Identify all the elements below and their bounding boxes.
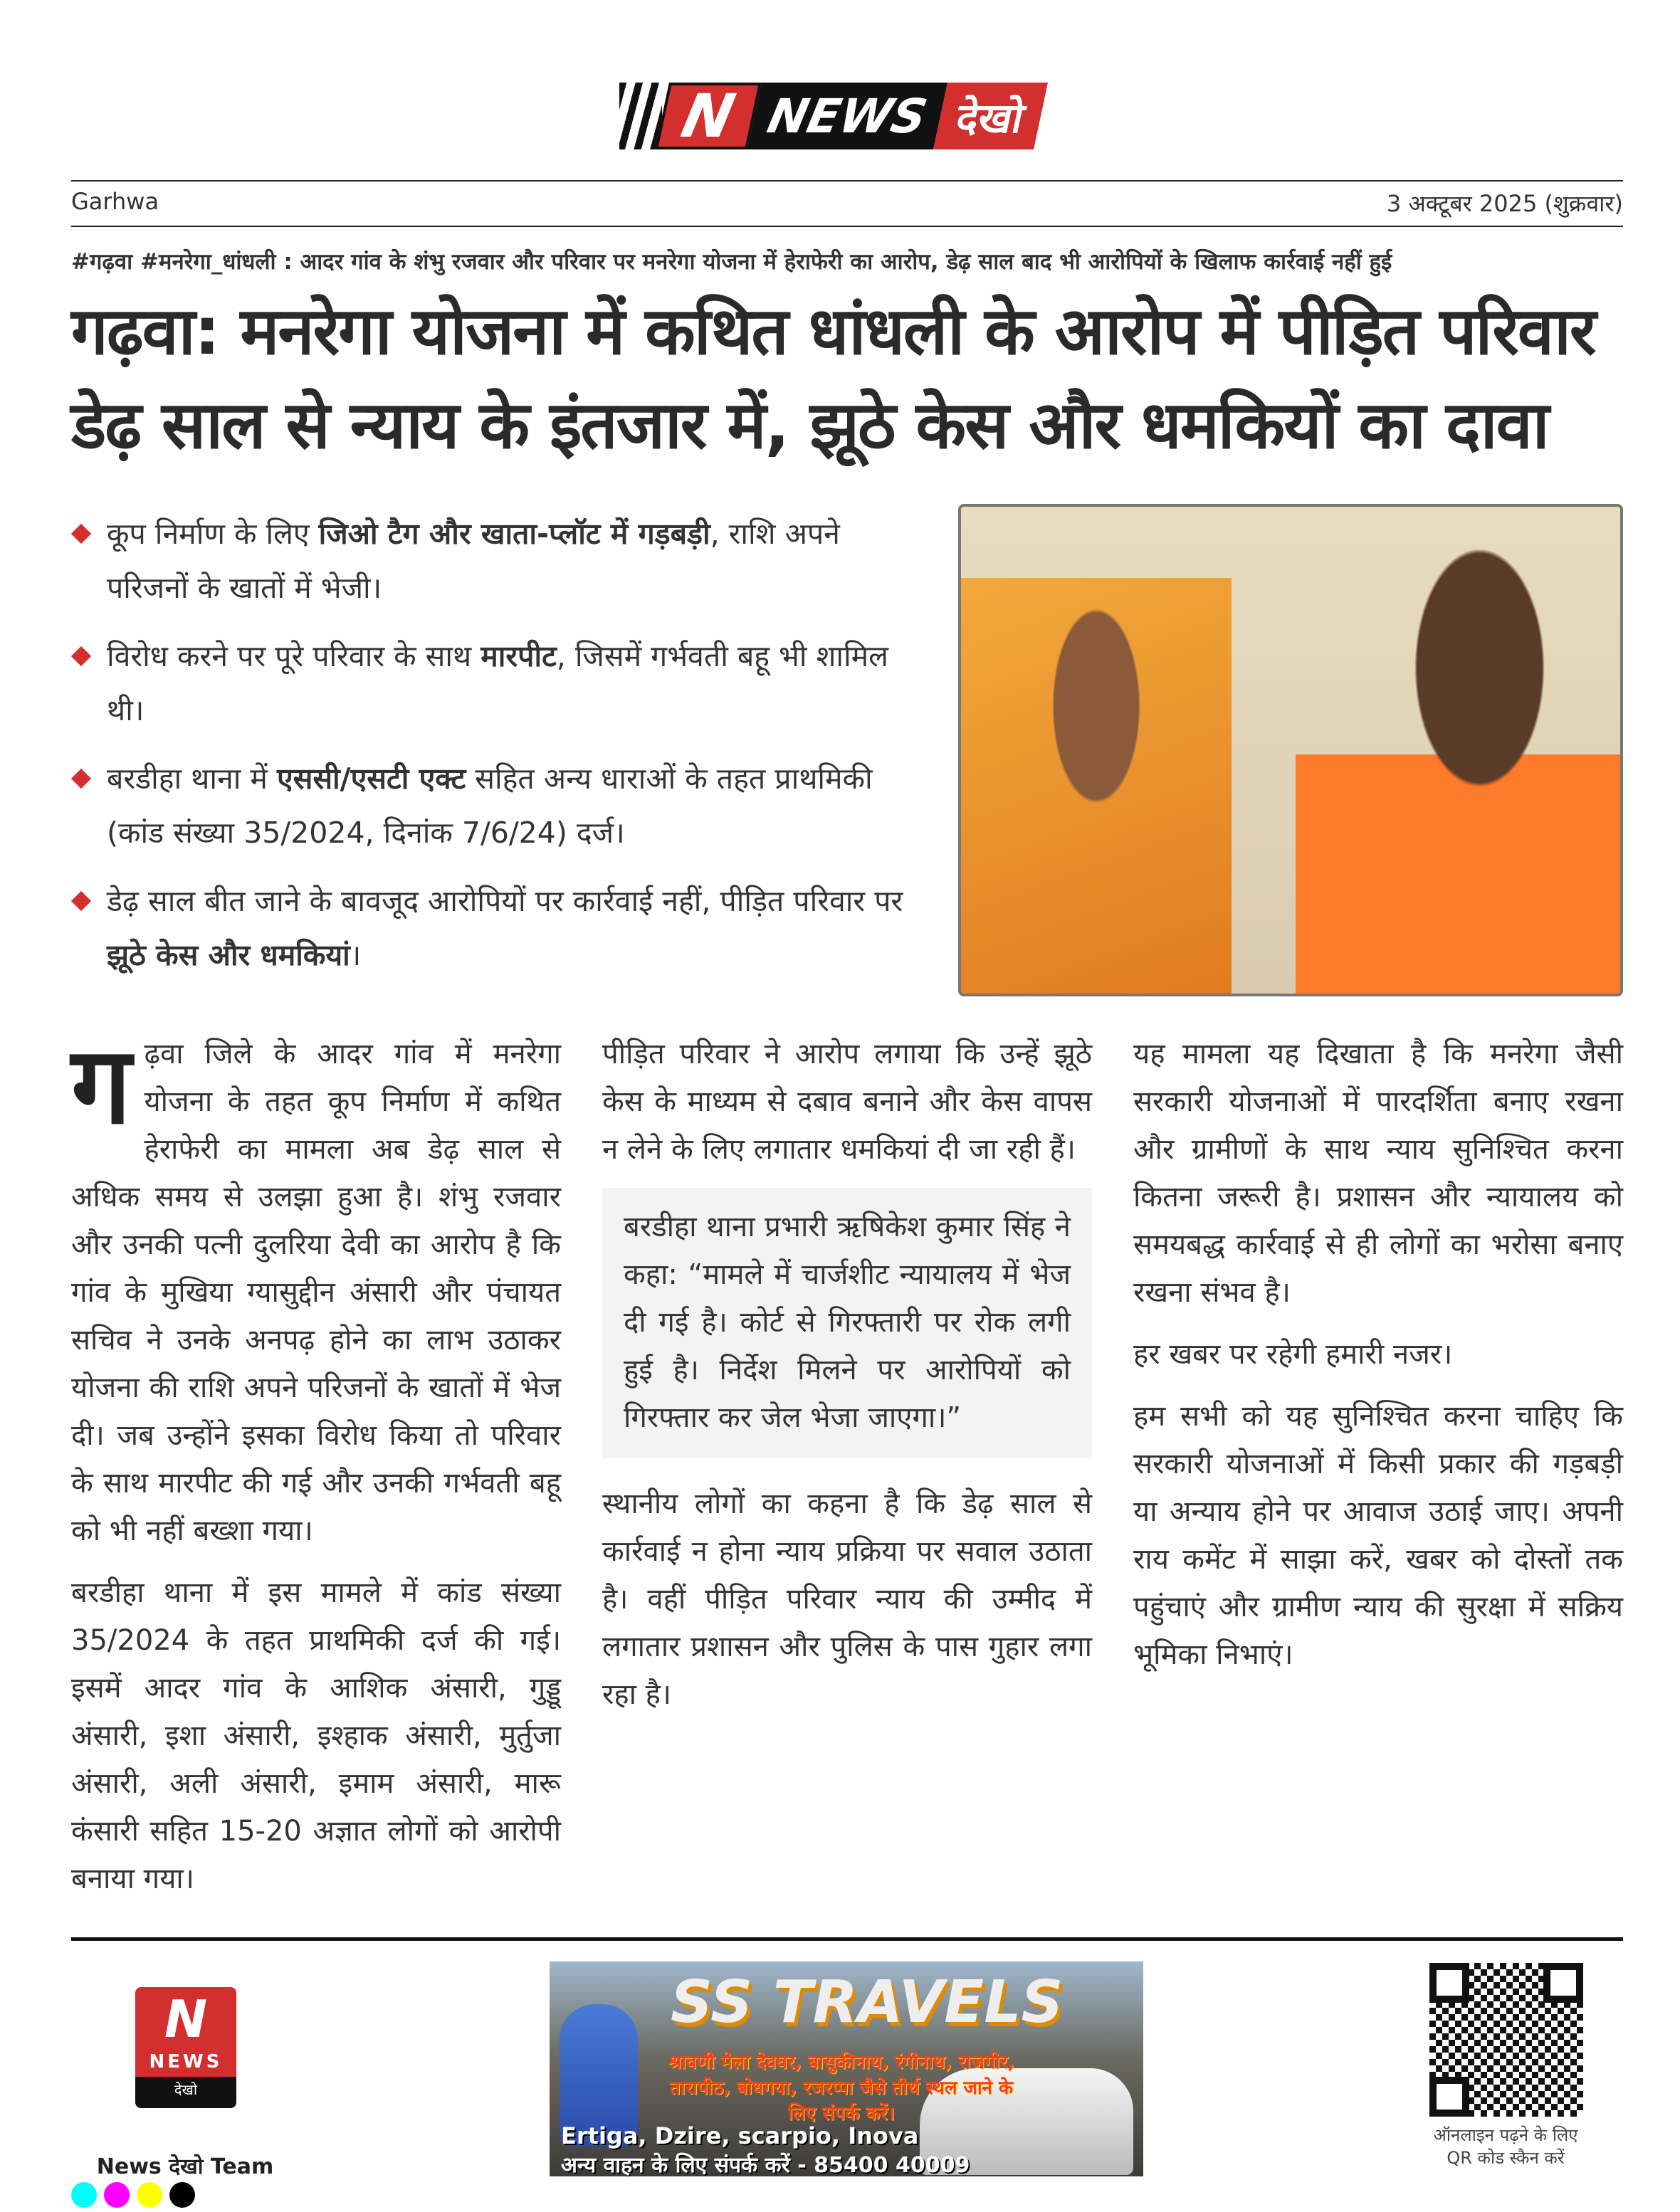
- qr-finder: [1543, 1963, 1583, 2003]
- paragraph: पीड़ित परिवार ने आरोप लगाया कि उन्हें झूठे केस के माध्यम से दबाव बनाने और केस वापस न लेने के लिए लगातार धमकियां दी जा रही हैं।: [602, 1038, 1092, 1166]
- cmyk-registration-marks: [71, 2182, 195, 2208]
- paragraph: हम सभी को यह सुनिश्चित करना चाहिए कि सरकारी योजनाओं में किसी प्रकार की गड़बड़ी या अन्याय होने पर आवाज उठाई जाए। अपनी राय कमेंट में साझा करें, खबर को दोस्तों तक पहुंचाएं और ग्रामीण न्याय की सुरक्षा में सक्रिय भूमिका निभाएं।: [1133, 1400, 1623, 1671]
- logo-dekho: देखो: [933, 83, 1048, 149]
- paragraph: बरडीहा थाना में इस मामले में कांड संख्या 35/2024 के तहत प्राथमिकी दर्ज की गई। इसमें आदर गांव के आशिक अंसारी, गुड्डू अंसारी, इशा अंसारी, इश्हाक अंसारी, मुर्तुजा अंसारी, अली अंसारी, इमाम अंसारी, मारू कंसारी सहित 15-20 अज्ञात लोगों को आरोपी बनाया गया।: [71, 1576, 561, 1895]
- highlight-item: [71, 507, 925, 615]
- qr-finder: [1429, 2077, 1469, 2117]
- diamond-bullet-icon: [71, 891, 91, 911]
- qr-caption-line-1: ऑनलाइन पढ़ने के लिए: [1433, 2125, 1578, 2145]
- text: , राशि अपने परिजनों के खातों में भेजी।: [107, 517, 840, 605]
- photo-man: [1296, 549, 1623, 996]
- ad-title: SS TRAVELS: [671, 1969, 1064, 2036]
- news-photo: [958, 504, 1623, 996]
- qr-code[interactable]: [1422, 1956, 1590, 2124]
- headline-line-1: गढ़वा: मनरेगा योजना में कथित धांधली के आरोप में पीड़ित परिवार: [71, 293, 1595, 369]
- logo-n: N: [655, 83, 762, 149]
- ss-travels-advertisement[interactable]: [550, 1961, 1143, 2176]
- diamond-bullet-icon: [71, 646, 91, 666]
- logo-dekho: देखो: [174, 2081, 198, 2098]
- bold-text: झूठे केस और धमकियां: [107, 938, 350, 972]
- paragraph: यह मामला यह दिखाता है कि मनरेगा जैसी सरकारी योजनाओं में पारदर्शिता बनाए रखना और ग्रामीणों के साथ न्याय सुनिश्चित करना कितना जरूरी है। प्रशासन और न्यायालय को समयबद्ध कार्रवाई से ही लोगों का भरोसा बनाए रखना संभव है।: [1133, 1038, 1623, 1309]
- text: विरोध करने पर पूरे परिवार के साथ: [107, 639, 481, 673]
- date: 3 अक्टूबर 2025 (शुक्रवार): [1386, 190, 1623, 217]
- kicker: #गढ़वा #मनरेगा_धांधली : आदर गांव के शंभु रजवार और परिवार पर मनरेगा योजना में हेराफेरी का आरोप, डेढ़ साल बाद भी आरोपियों के खिलाफ कार्रवाई नहीं हुई: [71, 249, 1392, 275]
- column-3: [1133, 1031, 1623, 1917]
- logo-stripes: [619, 83, 662, 149]
- pull-quote: [602, 1188, 1092, 1458]
- bold-text: एससी/एसटी एक्ट: [276, 762, 466, 796]
- location: Garhwa: [71, 188, 159, 215]
- bold-text: जिओ टैग और खाता-प्लॉट में गड़बड़ी: [318, 517, 710, 551]
- paragraph: [71, 1024, 561, 1555]
- cyan-dot: [71, 2182, 97, 2208]
- highlight-item: [71, 874, 925, 982]
- column-2: [602, 1031, 1092, 1917]
- bold-text: मारपीट: [481, 639, 557, 673]
- text: ।: [350, 938, 362, 972]
- headline-line-2: डेढ़ साल से न्याय के इंतजार में, झूठे केस और धमकियों का दावा: [71, 387, 1548, 463]
- drop-cap: ग: [71, 1024, 132, 1148]
- diamond-bullet-icon: [71, 769, 91, 789]
- logo-news: NEWS: [747, 83, 947, 149]
- footer-logo: [135, 1987, 236, 2108]
- logo-news: NEWS: [149, 2051, 223, 2073]
- text: कूप निर्माण के लिए: [107, 517, 319, 551]
- text: , जिसमें गर्भवती बहू भी शामिल थी।: [107, 639, 888, 727]
- text: सहित अन्य धाराओं के तहत प्राथमिकी (कांड संख्या 35/2024, दिनांक 7/6/24) दर्ज।: [107, 762, 873, 850]
- logo-n-swoosh: N: [164, 1989, 208, 2049]
- dateline: [71, 188, 1623, 218]
- qr-caption: [1395, 2124, 1616, 2169]
- ad-contact: अन्य वाहन के लिए संपर्क करें - 85400 40009: [561, 2153, 970, 2176]
- highlight-item: [71, 752, 925, 860]
- headline: [71, 285, 1637, 473]
- article-body: [71, 1024, 1623, 1917]
- highlights-list: [71, 507, 925, 996]
- news-dekho-logo: [619, 83, 1041, 149]
- photo-woman: [961, 578, 1232, 996]
- team-credit: News देखो Team: [96, 2154, 274, 2179]
- magenta-dot: [104, 2182, 130, 2208]
- column-1: [71, 1024, 561, 1917]
- meta-rule: [71, 226, 1623, 227]
- highlight-item: [71, 629, 925, 737]
- footer-rule: [71, 1937, 1623, 1941]
- diamond-bullet-icon: [71, 524, 91, 544]
- ad-destinations: श्रावणी मेला देवघर, बासुकीनाथ, रंगीनाथ, राजगीर, तारापीठ, बोधगया, रजरप्पा जैसे तीर्थ स्थल जाने के लिए संपर्क करें।: [668, 2052, 1015, 2124]
- text: डेढ़ साल बीत जाने के बावजूद आरोपियों पर कार्रवाई नहीं, पीड़ित परिवार पर: [107, 884, 903, 918]
- qr-caption-line-2: QR कोड स्कैन करें: [1447, 2148, 1565, 2168]
- qr-finder: [1429, 1963, 1469, 2003]
- ad-cars: Ertiga, Dzire, scarpio, Inova: [561, 2122, 919, 2149]
- paragraph: स्थानीय लोगों का कहना है कि डेढ़ साल से कार्रवाई न होना न्याय प्रक्रिया पर सवाल उठाता है। वहीं पीड़ित परिवार न्याय की उम्मीद में लगातार प्रशासन और पुलिस के पास गुहार लगा रहा है।: [602, 1487, 1092, 1711]
- black-dot: [169, 2182, 195, 2208]
- yellow-dot: [137, 2182, 162, 2208]
- top-rule: [71, 180, 1623, 181]
- paragraph: हर खबर पर रहेगी हमारी नजर।: [1133, 1338, 1453, 1371]
- quote-text: बरडीहा थाना प्रभारी ऋषिकेश कुमार सिंह ने कहा: “मामले में चार्जशीट न्यायालय में भेज दी गई है। कोर्ट से गिरफ्तारी पर रोक लगी हुई है। निर्देश मिलने पर आरोपियों को गिरफ्तार कर जेल भेजा जाएगा।”: [624, 1211, 1071, 1434]
- text: बरडीहा थाना में: [107, 762, 277, 796]
- text: ढ़वा जिले के आदर गांव में मनरेगा योजना के तहत कूप निर्माण में कथित हेराफेरी का मामला अब डेढ़ साल से अधिक समय से उलझा हुआ है। शंभु रजवार और उनकी पत्नी दुलरिया देवी का आरोप है कि गांव के मुखिया ग्यासुद्दीन अंसारी और पंचायत सचिव ने उनके अनपढ़ होने का लाभ उठाकर योजना की राशि अपने परिजनों के खातों में भेज दी। जब उन्होंने इसका विरोध किया तो परिवार के साथ मारपीट की गई और उनकी गर्भवती बहू को भी नहीं बख्शा गया।: [71, 1038, 561, 1547]
